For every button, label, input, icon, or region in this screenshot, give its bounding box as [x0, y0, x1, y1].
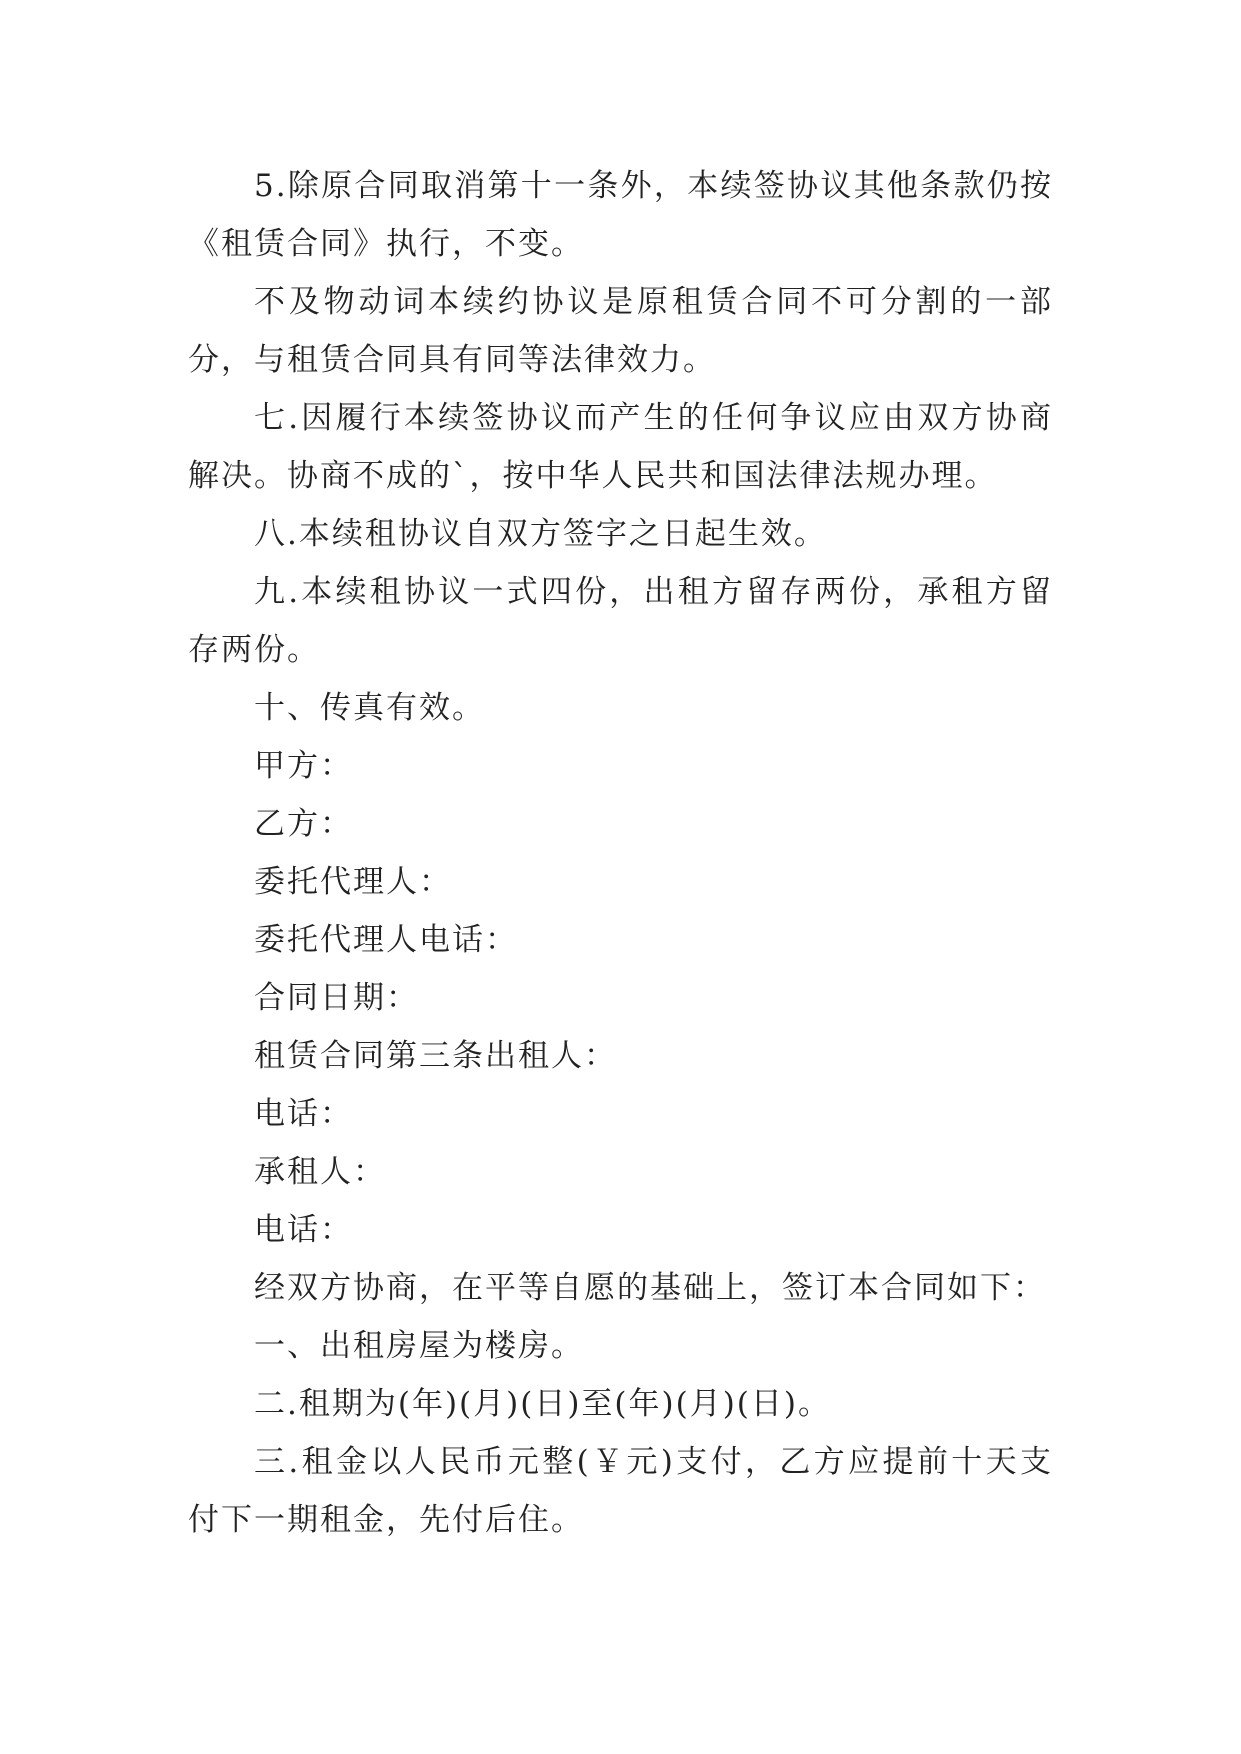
clause-5-line-2: 《租赁合同》执行，不变。 — [188, 226, 584, 262]
contract-body — [188, 157, 1053, 1549]
clause-10-line-1: 十、传真有效。 — [254, 690, 485, 726]
term-2-paragraph — [188, 1375, 1053, 1433]
clause-9-line-1: 九.本续租协议一式四份，出租方留存两份，承租方留 — [254, 574, 1053, 610]
clause-8-line-1: 八.本续租协议自双方签字之日起生效。 — [254, 516, 827, 552]
clause-6-line-2: 分，与租赁合同具有同等法律效力。 — [188, 342, 716, 378]
term-3-line-2: 付下一期租金，先付后住。 — [188, 1502, 584, 1538]
clause-10-paragraph — [188, 679, 1053, 737]
clause-8-paragraph — [188, 505, 1053, 563]
term-2-line-1: 二.租期为(年)(月)(日)至(年)(月)(日)。 — [254, 1386, 831, 1422]
term-3-paragraph — [188, 1433, 1053, 1549]
lessor-field: 租赁合同第三条出租人： — [254, 1038, 617, 1074]
clause-7-paragraph — [188, 389, 1053, 505]
party-b-field: 乙方： — [254, 806, 353, 842]
agent-field: 委托代理人： — [254, 864, 452, 900]
lessee-phone-field: 电话： — [254, 1212, 353, 1248]
clause-6-paragraph — [188, 273, 1053, 389]
term-1-paragraph — [188, 1317, 1053, 1375]
clause-5-paragraph — [188, 157, 1053, 273]
clause-7-line-2: 解决。协商不成的`，按中华人民共和国法律法规办理。 — [188, 458, 998, 494]
preamble-text: 经双方协商，在平等自愿的基础上，签订本合同如下： — [254, 1270, 1046, 1306]
term-1-line-1: 一、出租房屋为楼房。 — [254, 1328, 584, 1364]
clause-9-line-2: 存两份。 — [188, 632, 320, 668]
lessee-field: 承租人： — [254, 1154, 386, 1190]
term-3-line-1: 三.租金以人民币元整(￥元)支付，乙方应提前十天支 — [254, 1444, 1053, 1480]
contract-date-field: 合同日期： — [254, 980, 419, 1016]
clause-7-line-1: 七.因履行本续签协议而产生的任何争议应由双方协商 — [254, 400, 1053, 436]
agent-phone-field: 委托代理人电话： — [254, 922, 518, 958]
lessor-phone-field: 电话： — [254, 1096, 353, 1132]
party-a-field: 甲方： — [254, 748, 353, 784]
clause-5-line-1: 5.除原合同取消第十一条外，本续签协议其他条款仍按 — [254, 168, 1053, 204]
clause-6-line-1: 不及物动词本续约协议是原租赁合同不可分割的一部 — [254, 284, 1053, 320]
clause-9-paragraph — [188, 563, 1053, 679]
